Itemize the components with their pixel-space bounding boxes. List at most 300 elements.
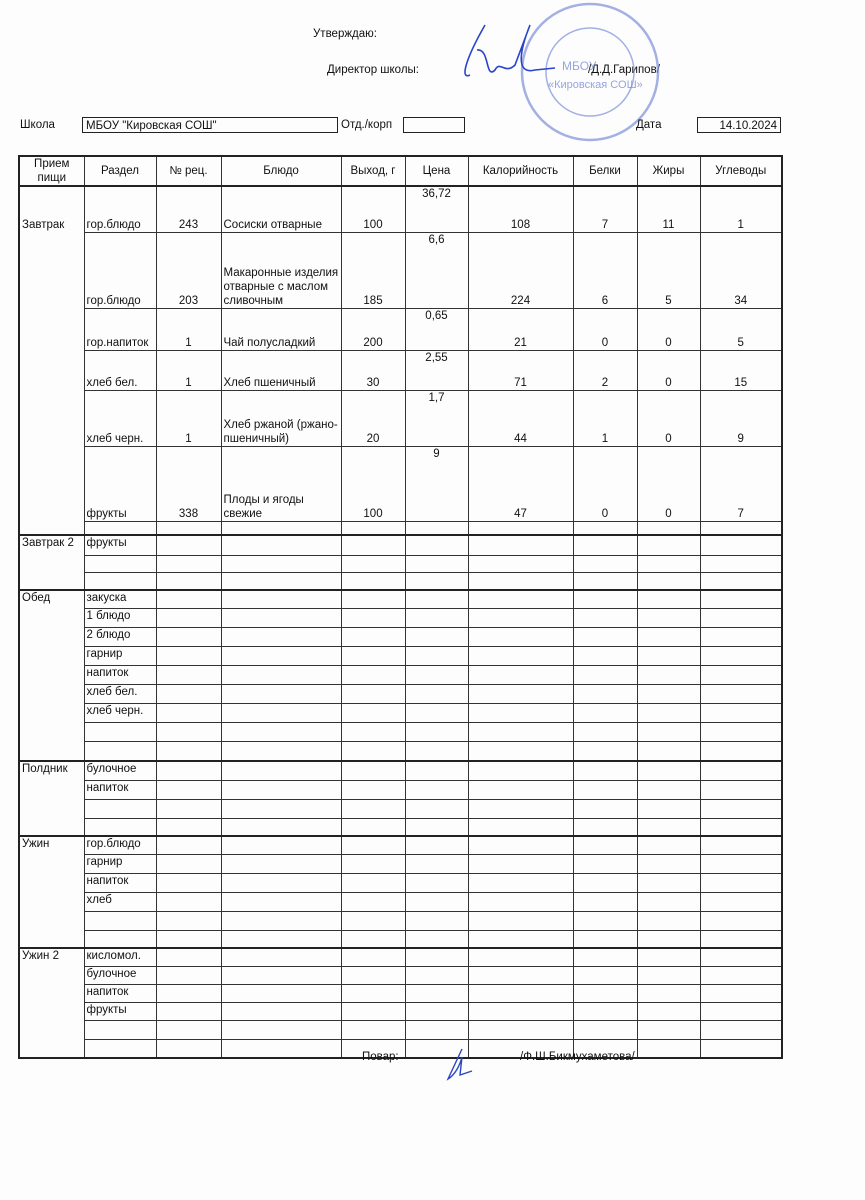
column-header: № рец. <box>156 156 221 186</box>
protein-cell: 7 <box>573 186 637 232</box>
price-cell <box>405 608 468 627</box>
section-cell: кисломол. <box>84 948 156 966</box>
protein-cell <box>573 892 637 911</box>
fat-cell <box>637 703 700 722</box>
kcal-cell <box>468 684 573 703</box>
cook-name: /Ф.Ш.Бикмухаметова/ <box>520 1051 635 1063</box>
price-cell <box>405 873 468 892</box>
fat-cell: 11 <box>637 186 700 232</box>
fat-cell <box>637 1039 700 1058</box>
column-header: Жиры <box>637 156 700 186</box>
table-row <box>19 930 782 948</box>
carbs-cell <box>700 741 782 761</box>
svg-text:«Кировская СОШ»: «Кировская СОШ» <box>548 79 643 91</box>
carbs-cell <box>700 535 782 555</box>
fat-cell <box>637 590 700 608</box>
meal-cell: Ужин 2 <box>19 948 84 1058</box>
fat-cell <box>637 966 700 984</box>
fat-cell: 5 <box>637 232 700 308</box>
kcal-cell: 21 <box>468 308 573 350</box>
kcal-cell <box>468 761 573 780</box>
protein-cell <box>573 590 637 608</box>
table-row <box>19 535 782 555</box>
recipe-cell: 243 <box>156 186 221 232</box>
recipe-cell <box>156 818 221 836</box>
table-row <box>19 1020 782 1039</box>
dish-cell <box>221 627 341 646</box>
recipe-cell <box>156 966 221 984</box>
carbs-cell <box>700 572 782 590</box>
protein-cell: 2 <box>573 350 637 390</box>
price-cell <box>405 555 468 572</box>
section-cell: 1 блюдо <box>84 608 156 627</box>
kcal-cell <box>468 966 573 984</box>
table-row <box>19 818 782 836</box>
fat-cell: 0 <box>637 390 700 446</box>
dish-cell <box>221 780 341 799</box>
weight-cell <box>341 892 405 911</box>
protein-cell <box>573 741 637 761</box>
table-row <box>19 590 782 608</box>
section-cell <box>84 799 156 818</box>
section-cell <box>84 722 156 741</box>
table-row <box>19 608 782 627</box>
price-cell: 1,7 <box>405 390 468 446</box>
protein-cell: 1 <box>573 390 637 446</box>
recipe-cell <box>156 703 221 722</box>
kcal-cell <box>468 1020 573 1039</box>
fat-cell <box>637 608 700 627</box>
protein-cell <box>573 966 637 984</box>
recipe-cell: 1 <box>156 350 221 390</box>
protein-cell <box>573 608 637 627</box>
protein-cell <box>573 948 637 966</box>
meal-cell: Обед <box>19 590 84 761</box>
section-cell: закуска <box>84 590 156 608</box>
dish-cell: Хлеб пшеничный <box>221 350 341 390</box>
protein-cell <box>573 722 637 741</box>
protein-cell <box>573 836 637 854</box>
kcal-cell: 44 <box>468 390 573 446</box>
fat-cell <box>637 911 700 930</box>
recipe-cell <box>156 1020 221 1039</box>
kcal-cell: 224 <box>468 232 573 308</box>
carbs-cell <box>700 761 782 780</box>
fat-cell <box>637 555 700 572</box>
kcal-cell <box>468 741 573 761</box>
recipe-cell: 338 <box>156 446 221 521</box>
date-field[interactable]: 14.10.2024 <box>697 117 781 133</box>
weight-cell: 200 <box>341 308 405 350</box>
price-cell <box>405 780 468 799</box>
carbs-cell: 1 <box>700 186 782 232</box>
weight-cell <box>341 627 405 646</box>
price-cell <box>405 966 468 984</box>
protein-cell: 0 <box>573 446 637 521</box>
date-label: Дата <box>636 119 662 131</box>
recipe-cell <box>156 836 221 854</box>
carbs-cell <box>700 627 782 646</box>
weight-cell <box>341 608 405 627</box>
school-label: Школа <box>20 119 55 131</box>
recipe-cell <box>156 608 221 627</box>
recipe-cell <box>156 1002 221 1020</box>
dish-cell: Сосиски отварные <box>221 186 341 232</box>
section-cell <box>84 741 156 761</box>
fat-cell <box>637 818 700 836</box>
dish-cell <box>221 590 341 608</box>
price-cell: 36,72 <box>405 186 468 232</box>
fat-cell <box>637 1002 700 1020</box>
table-row <box>19 984 782 1002</box>
kcal-cell <box>468 627 573 646</box>
director-name: /Д.Д.Гарипов/ <box>588 64 660 76</box>
column-header: Калорийность <box>468 156 573 186</box>
dish-cell <box>221 761 341 780</box>
weight-cell <box>341 703 405 722</box>
recipe-cell <box>156 854 221 873</box>
fat-cell <box>637 722 700 741</box>
dish-cell <box>221 911 341 930</box>
fat-cell <box>637 521 700 535</box>
recipe-cell: 1 <box>156 390 221 446</box>
carbs-cell: 5 <box>700 308 782 350</box>
protein-cell: 6 <box>573 232 637 308</box>
recipe-cell <box>156 572 221 590</box>
weight-cell <box>341 535 405 555</box>
section-cell <box>84 572 156 590</box>
carbs-cell <box>700 1020 782 1039</box>
kcal-cell <box>468 1002 573 1020</box>
carbs-cell <box>700 555 782 572</box>
table-row <box>19 646 782 665</box>
section-cell <box>84 521 156 535</box>
price-cell <box>405 572 468 590</box>
table-row <box>19 446 782 521</box>
section-cell: гор.блюдо <box>84 232 156 308</box>
fat-cell <box>637 665 700 684</box>
weight-cell <box>341 780 405 799</box>
carbs-cell <box>700 703 782 722</box>
dish-cell <box>221 930 341 948</box>
carbs-cell <box>700 930 782 948</box>
cook-signature-icon <box>440 1045 480 1085</box>
kcal-cell <box>468 722 573 741</box>
dish-cell <box>221 665 341 684</box>
table-row <box>19 911 782 930</box>
protein-cell <box>573 818 637 836</box>
section-cell: фрукты <box>84 535 156 555</box>
dish-cell <box>221 984 341 1002</box>
director-label: Директор школы: <box>327 64 419 76</box>
recipe-cell <box>156 521 221 535</box>
fat-cell: 0 <box>637 350 700 390</box>
dish-cell <box>221 818 341 836</box>
carbs-cell <box>700 836 782 854</box>
carbs-cell <box>700 684 782 703</box>
recipe-cell <box>156 646 221 665</box>
section-cell: хлеб <box>84 892 156 911</box>
carbs-cell <box>700 984 782 1002</box>
carbs-cell <box>700 854 782 873</box>
weight-cell <box>341 818 405 836</box>
weight-cell: 30 <box>341 350 405 390</box>
section-cell: гор.блюдо <box>84 836 156 854</box>
price-cell <box>405 836 468 854</box>
carbs-cell <box>700 818 782 836</box>
kcal-cell <box>468 590 573 608</box>
dish-cell <box>221 741 341 761</box>
column-header: Белки <box>573 156 637 186</box>
section-cell <box>84 1039 156 1058</box>
dish-cell: Хлеб ржаной (ржано-пшеничный) <box>221 390 341 446</box>
recipe-cell <box>156 535 221 555</box>
kcal-cell <box>468 854 573 873</box>
weight-cell <box>341 590 405 608</box>
section-cell: гарнир <box>84 646 156 665</box>
table-row <box>19 1039 782 1058</box>
recipe-cell <box>156 948 221 966</box>
carbs-cell <box>700 608 782 627</box>
recipe-cell <box>156 873 221 892</box>
carbs-cell <box>700 665 782 684</box>
fat-cell: 0 <box>637 446 700 521</box>
kcal-cell <box>468 555 573 572</box>
recipe-cell <box>156 930 221 948</box>
school-field[interactable]: МБОУ "Кировская СОШ" <box>82 117 338 133</box>
fat-cell <box>637 780 700 799</box>
table-row <box>19 873 782 892</box>
fat-cell <box>637 836 700 854</box>
section-cell: напиток <box>84 984 156 1002</box>
protein-cell <box>573 799 637 818</box>
carbs-cell <box>700 1002 782 1020</box>
dish-cell <box>221 684 341 703</box>
carbs-cell: 7 <box>700 446 782 521</box>
price-cell <box>405 1020 468 1039</box>
dish-cell <box>221 1002 341 1020</box>
dish-cell <box>221 1020 341 1039</box>
recipe-cell <box>156 741 221 761</box>
recipe-cell <box>156 780 221 799</box>
protein-cell <box>573 555 637 572</box>
protein-cell <box>573 1002 637 1020</box>
carbs-cell <box>700 873 782 892</box>
kcal-cell: 71 <box>468 350 573 390</box>
recipe-cell <box>156 1039 221 1058</box>
price-cell <box>405 703 468 722</box>
table-row <box>19 799 782 818</box>
section-cell: хлеб черн. <box>84 390 156 446</box>
dish-cell <box>221 966 341 984</box>
dish-cell <box>221 572 341 590</box>
carbs-cell <box>700 521 782 535</box>
table-row <box>19 350 782 390</box>
dept-field[interactable] <box>403 117 465 133</box>
weight-cell <box>341 741 405 761</box>
price-cell <box>405 930 468 948</box>
table-row <box>19 390 782 446</box>
dept-label: Отд./корп <box>341 119 393 131</box>
recipe-cell <box>156 590 221 608</box>
fat-cell <box>637 948 700 966</box>
table-row <box>19 703 782 722</box>
recipe-cell <box>156 684 221 703</box>
meal-cell: Ужин <box>19 836 84 948</box>
section-cell: хлеб бел. <box>84 684 156 703</box>
price-cell <box>405 948 468 966</box>
weight-cell <box>341 1020 405 1039</box>
dish-cell: Чай полусладкий <box>221 308 341 350</box>
fat-cell <box>637 930 700 948</box>
dish-cell <box>221 854 341 873</box>
price-cell <box>405 627 468 646</box>
dish-cell <box>221 948 341 966</box>
table-row <box>19 722 782 741</box>
recipe-cell <box>156 984 221 1002</box>
fat-cell <box>637 892 700 911</box>
table-row <box>19 836 782 854</box>
carbs-cell <box>700 966 782 984</box>
dish-cell <box>221 836 341 854</box>
price-cell: 0,65 <box>405 308 468 350</box>
price-cell <box>405 1002 468 1020</box>
protein-cell <box>573 761 637 780</box>
table-row <box>19 665 782 684</box>
price-cell <box>405 818 468 836</box>
protein-cell <box>573 646 637 665</box>
protein-cell <box>573 665 637 684</box>
table-row <box>19 232 782 308</box>
dish-cell <box>221 608 341 627</box>
fat-cell <box>637 646 700 665</box>
kcal-cell <box>468 892 573 911</box>
section-cell <box>84 930 156 948</box>
weight-cell <box>341 930 405 948</box>
table-row <box>19 555 782 572</box>
director-signature-icon <box>455 20 565 90</box>
price-cell <box>405 722 468 741</box>
fat-cell <box>637 627 700 646</box>
table-row <box>19 684 782 703</box>
fat-cell <box>637 741 700 761</box>
kcal-cell <box>468 799 573 818</box>
weight-cell <box>341 799 405 818</box>
kcal-cell <box>468 818 573 836</box>
weight-cell: 20 <box>341 390 405 446</box>
table-row <box>19 854 782 873</box>
table-row <box>19 966 782 984</box>
price-cell: 2,55 <box>405 350 468 390</box>
section-cell: напиток <box>84 873 156 892</box>
weight-cell <box>341 948 405 966</box>
price-cell <box>405 761 468 780</box>
kcal-cell: 108 <box>468 186 573 232</box>
meal-cell: Завтрак 2 <box>19 535 84 590</box>
weight-cell <box>341 984 405 1002</box>
dish-cell: Плоды и ягоды свежие <box>221 446 341 521</box>
table-row <box>19 1002 782 1020</box>
carbs-cell <box>700 646 782 665</box>
section-cell: гарнир <box>84 854 156 873</box>
protein-cell <box>573 684 637 703</box>
section-cell: 2 блюдо <box>84 627 156 646</box>
table-row <box>19 780 782 799</box>
weight-cell <box>341 836 405 854</box>
protein-cell <box>573 1020 637 1039</box>
carbs-cell <box>700 722 782 741</box>
weight-cell <box>341 761 405 780</box>
kcal-cell <box>468 984 573 1002</box>
carbs-cell: 34 <box>700 232 782 308</box>
protein-cell <box>573 911 637 930</box>
price-cell <box>405 854 468 873</box>
weight-cell <box>341 1002 405 1020</box>
table-row <box>19 572 782 590</box>
section-cell: фрукты <box>84 1002 156 1020</box>
carbs-cell <box>700 1039 782 1058</box>
dish-cell <box>221 535 341 555</box>
column-header: Прием пищи <box>19 156 84 186</box>
section-cell: фрукты <box>84 446 156 521</box>
section-cell: булочное <box>84 966 156 984</box>
approve-label: Утверждаю: <box>313 28 377 40</box>
weight-cell <box>341 665 405 684</box>
section-cell <box>84 555 156 572</box>
protein-cell: 0 <box>573 308 637 350</box>
weight-cell <box>341 572 405 590</box>
section-cell <box>84 818 156 836</box>
weight-cell <box>341 684 405 703</box>
recipe-cell: 203 <box>156 232 221 308</box>
section-cell: гор.блюдо <box>84 186 156 232</box>
protein-cell <box>573 930 637 948</box>
carbs-cell <box>700 780 782 799</box>
section-cell: булочное <box>84 761 156 780</box>
fat-cell <box>637 854 700 873</box>
column-header: Углеводы <box>700 156 782 186</box>
weight-cell: 100 <box>341 446 405 521</box>
kcal-cell <box>468 572 573 590</box>
dish-cell <box>221 555 341 572</box>
weight-cell <box>341 555 405 572</box>
carbs-cell <box>700 799 782 818</box>
price-cell: 9 <box>405 446 468 521</box>
protein-cell <box>573 873 637 892</box>
fat-cell <box>637 873 700 892</box>
section-cell: хлеб бел. <box>84 350 156 390</box>
fat-cell <box>637 572 700 590</box>
weight-cell <box>341 521 405 535</box>
price-cell <box>405 911 468 930</box>
kcal-cell <box>468 911 573 930</box>
carbs-cell: 9 <box>700 390 782 446</box>
kcal-cell <box>468 703 573 722</box>
section-cell: напиток <box>84 665 156 684</box>
table-row <box>19 761 782 780</box>
recipe-cell <box>156 799 221 818</box>
fat-cell <box>637 984 700 1002</box>
table-row <box>19 308 782 350</box>
kcal-cell <box>468 873 573 892</box>
price-cell <box>405 521 468 535</box>
menu-table <box>18 155 783 1059</box>
recipe-cell <box>156 722 221 741</box>
section-cell: гор.напиток <box>84 308 156 350</box>
weight-cell <box>341 854 405 873</box>
dish-cell <box>221 646 341 665</box>
recipe-cell <box>156 911 221 930</box>
